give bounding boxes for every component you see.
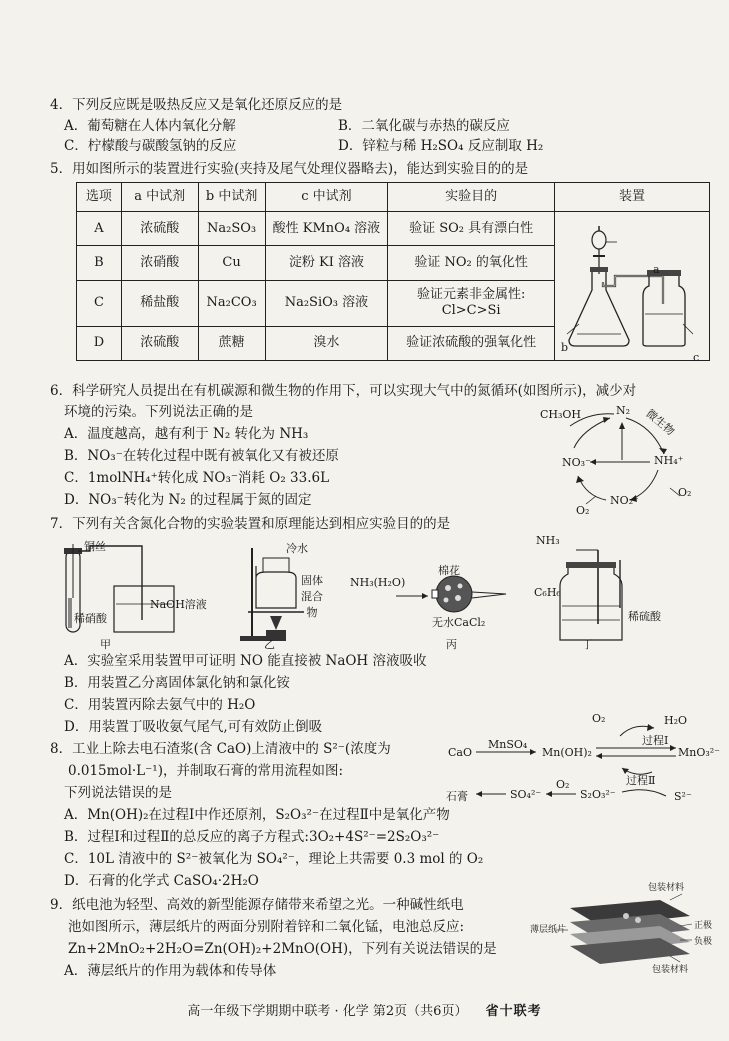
- q8-label-process2: 过程Ⅱ: [626, 774, 656, 787]
- q7-label-cold-water: 冷水: [286, 542, 308, 555]
- q5-cell: C: [77, 280, 122, 326]
- q5-stem: 5．用如图所示的装置进行实验(夹持及尾气处理仪器略去)，能达到实验目的的是: [50, 161, 529, 177]
- q6-label-microbe: 微生物: [643, 406, 677, 438]
- q8-option-c: C．10L 清液中的 S²⁻被氧化为 SO₄²⁻，理论上共需要 0.3 mol 的 O₂: [64, 851, 484, 867]
- q6-stem-line1: 6．科学研究人员提出在有机碳源和微生物的作用下，可以实现大气中的氮循环(如图所示)，减少对: [50, 383, 637, 399]
- q9-label-negative: 负极: [694, 937, 713, 947]
- q6-nitrogen-cycle-diagram: [530, 404, 700, 516]
- q5-cell: 验证 NO₂ 的氧化性: [388, 246, 555, 280]
- q5-header-b: b 中试剂: [198, 183, 265, 212]
- q9-label-positive: 正极: [694, 921, 713, 931]
- q7-caption-ding: 丁: [582, 638, 593, 651]
- q6-stem-line2: 环境的污染。下列说法正确的是: [64, 404, 253, 420]
- q5-cell: 浓硫酸: [121, 326, 198, 360]
- q8-stem-line3: 下列说法错误的是: [64, 785, 172, 801]
- footer-brand: 省十联考: [485, 1004, 542, 1019]
- q5-label-a: a: [653, 263, 660, 276]
- q5-label-b: b: [561, 341, 569, 354]
- q6-label-n2: N₂: [616, 404, 631, 417]
- q5-cell: 浓硝酸: [121, 246, 198, 280]
- q5-cell: 浓硫酸: [121, 212, 198, 246]
- q9-stem-line2: 池如图所示，薄层纸片的两面分别附着锌和二氧化锰，电池总反应:: [68, 919, 465, 935]
- q5-apparatus-cell: [555, 212, 710, 364]
- q8-label-so4: SO₄²⁻: [510, 788, 542, 801]
- q5-row: [77, 212, 710, 246]
- q9-label-pack-top: 包装材料: [648, 883, 685, 893]
- q7-label-dilute-h2so4: 稀硫酸: [628, 610, 661, 623]
- q5-cell: Na₂CO₃: [198, 280, 265, 326]
- q5-header-apparatus: 装置: [555, 183, 710, 212]
- q7-option-b: B．用装置乙分离固体氯化钠和氯化铵: [64, 675, 290, 691]
- q8-label-mnoh2: Mn(OH)₂: [542, 746, 592, 759]
- q9-stem-line3: Zn+2MnO₂+2H₂O=Zn(OH)₂+2MnO(OH)，下列有关说法错误的是: [68, 941, 497, 957]
- q5-cell: 验证元素非金属性: Cl>C>Si: [388, 280, 555, 326]
- q5-header-c: c 中试剂: [265, 183, 388, 212]
- q7-caption-yi: 乙: [264, 638, 275, 651]
- q7-label-cotton: 棉花: [438, 564, 460, 577]
- q7-label-naoh: NaOH溶液: [150, 598, 207, 611]
- q6-label-no2: NO₂⁻: [610, 494, 639, 507]
- q4-stem: 4．下列反应既是吸热反应又是氧化还原反应的是: [50, 97, 343, 113]
- q6-label-ch3oh: CH₃OH: [540, 408, 582, 421]
- q8-label-mnso4: MnSO₄: [488, 738, 528, 751]
- q7-option-a: A．实验室采用装置甲可证明 NO 能直接被 NaOH 溶液吸收: [64, 653, 427, 669]
- q5-cell: 验证浓硫酸的强氧化性: [388, 326, 555, 360]
- q7-apparatus-drawings: [60, 538, 710, 650]
- q5-cell: 蔗糖: [198, 326, 265, 360]
- q4-option-c: C．柠檬酸与碳酸氢钠的反应: [64, 138, 237, 154]
- footer-text: 高一年级下学期期中联考 · 化学 第2页（共6页）: [187, 1004, 468, 1019]
- q5-cell: A: [77, 212, 122, 246]
- q7-stem: 7．下列有关含氮化合物的实验装置和原理能达到相应实验目的的是: [50, 516, 451, 532]
- q5-cell: D: [77, 326, 122, 360]
- q8-label-gypsum: 石膏: [446, 790, 468, 803]
- q8-label-process1: 过程Ⅰ: [642, 734, 669, 747]
- q8-label-mno3: MnO₃²⁻: [678, 746, 720, 759]
- q5-cell: 稀盐酸: [121, 280, 198, 326]
- q4-option-d: D．锌粒与稀 H₂SO₄ 反应制取 H₂: [338, 138, 544, 154]
- q5-cell: Na₂SO₃: [198, 212, 265, 246]
- q8-label-h2o: H₂O: [664, 714, 688, 727]
- q8-label-o2-lower: O₂: [556, 778, 570, 791]
- q8-label-o2: O₂: [592, 712, 606, 725]
- q6-label-o2-left: O₂: [576, 504, 590, 517]
- q8-label-s2: S²⁻: [674, 790, 692, 803]
- q6-option-c: C．1molNH₄⁺转化成 NO₃⁻消耗 O₂ 33.6L: [64, 470, 330, 486]
- q5-label-c: c: [693, 351, 700, 364]
- q5-header-goal: 实验目的: [388, 183, 555, 212]
- q8-option-a: A．Mn(OH)₂在过程Ⅰ中作还原剂，S₂O₃²⁻在过程Ⅱ中是氧化产物: [64, 807, 450, 823]
- q5-table: [76, 182, 710, 364]
- q5-cell: Na₂SiO₃ 溶液: [265, 280, 388, 326]
- q5-cell: 溴水: [265, 326, 388, 360]
- q9-label-pack-bottom: 包装材料: [652, 965, 689, 975]
- page-footer: [0, 1000, 729, 1019]
- q5-cell: Cu: [198, 246, 265, 280]
- q7-label-copper: 铜丝: [84, 540, 106, 553]
- q8-stem-line2: 0.015mol·L⁻¹)，并制取石膏的常用流程如图:: [68, 763, 344, 779]
- q5-apparatus-figure: [557, 212, 707, 355]
- q8-stem-line1: 8．工业上除去电石渣浆(含 CaO)上清液中的 S²⁻(浓度为: [50, 741, 391, 757]
- q8-label-cao: CaO: [448, 746, 472, 759]
- q5-cell: 淀粉 KI 溶液: [265, 246, 388, 280]
- q6-label-no3: NO₃⁻: [562, 456, 591, 469]
- q7-label-nh3: NH₃: [536, 534, 560, 547]
- q9-battery-layers: [530, 888, 720, 988]
- q7-apparatus-figures: [60, 534, 710, 651]
- q7-option-d: D．用装置丁吸收氨气尾气,可有效防止倒吸: [64, 719, 323, 735]
- q9-label-paper: 薄层纸片: [530, 925, 567, 935]
- q7-caption-bing: 丙: [446, 638, 457, 651]
- q5-cell: 验证 SO₂ 具有漂白性: [388, 212, 555, 246]
- q7-label-dilute-hno3: 稀硝酸: [74, 612, 107, 625]
- q5-cell: B: [77, 246, 122, 280]
- q7-option-c: C．用装置丙除去氨气中的 H₂O: [64, 697, 256, 713]
- q7-label-nh3h2o: NH₃(H₂O): [350, 576, 406, 589]
- q6-label-nh4: NH₄⁺: [654, 454, 684, 467]
- q8-option-d: D．石膏的化学式 CaSO₄·2H₂O: [64, 873, 259, 889]
- q7-label-c6h6: C₆H₆: [534, 586, 561, 599]
- q8-label-s2o3: S₂O₃²⁻: [580, 788, 616, 801]
- q7-label-solid-mix: 固体混合物: [301, 574, 323, 619]
- q9-stem-line1: 9．纸电池为轻型、高效的新型能源存储带来希望之光。一种碱性纸电: [50, 897, 464, 913]
- q4-option-b: B．二氧化碳与赤热的碳反应: [338, 118, 510, 134]
- q6-label-o2-right: O₂: [678, 486, 692, 499]
- q9-option-a: A．薄层纸片的作用为载体和传导体: [64, 963, 277, 979]
- q8-flow-diagram: [446, 712, 720, 804]
- q4-option-a: A．葡萄糖在人体内氧化分解: [64, 118, 236, 134]
- q7-label-cacl2: 无水CaCl₂: [432, 616, 486, 629]
- q6-option-a: A．温度越高，越有利于 N₂ 转化为 NH₃: [64, 426, 309, 442]
- q5-cell: 酸性 KMnO₄ 溶液: [265, 212, 388, 246]
- q7-caption-jia: 甲: [100, 638, 111, 651]
- q6-option-d: D．NO₃⁻转化为 N₂ 的过程属于氮的固定: [64, 492, 312, 508]
- q6-option-b: B．NO₃⁻在转化过程中既有被氧化又有被还原: [64, 448, 339, 464]
- q5-header-a: a 中试剂: [121, 183, 198, 212]
- q8-option-b: B．过程Ⅰ和过程Ⅱ的总反应的离子方程式:3O₂+4S²⁻=2S₂O₃²⁻: [64, 829, 440, 845]
- q5-header-option: 选项: [77, 183, 122, 212]
- q9-paper-battery-diagram: [530, 883, 720, 988]
